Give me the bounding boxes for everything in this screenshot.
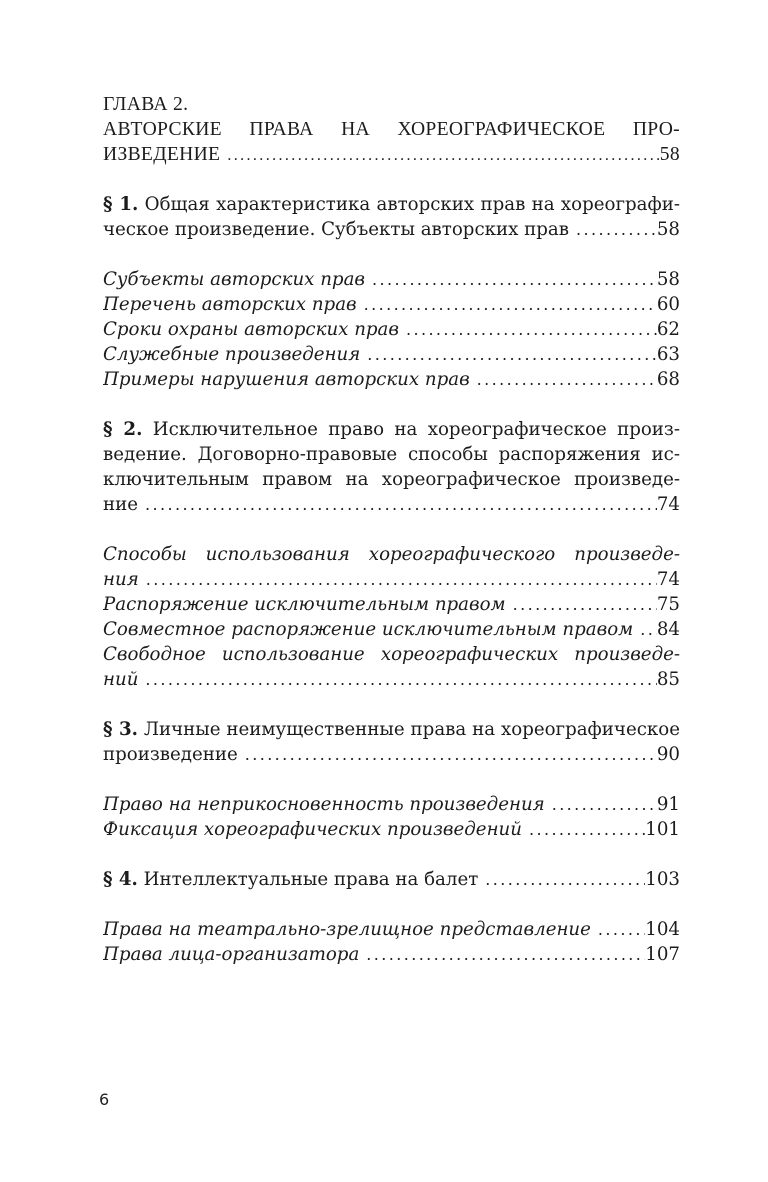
page-number: 62 <box>656 319 680 340</box>
table-of-contents <box>103 92 680 967</box>
chapter-title-line: АВТОРСКИЕ ПРАВА НА ХОРЕОГРАФИЧЕСКОЕ ПРО- <box>103 119 680 140</box>
section-3-heading: § 3. Личные неимущественные права на хореографическое <box>103 719 680 740</box>
page-number: 74 <box>656 494 680 515</box>
dot-leader <box>545 792 657 817</box>
toc-item-line: Свободное использование хореографических произведе- <box>103 644 680 665</box>
section-1-heading: § 1. Общая характеристика авторских прав на хореографи- <box>103 194 680 215</box>
toc-item[interactable]: ний ..... 85 <box>103 667 680 692</box>
dot-leader <box>522 817 645 842</box>
toc-item[interactable]: Перечень авторских прав ..... 60 <box>103 292 680 317</box>
page-number: 101 <box>645 819 680 840</box>
toc-item[interactable]: Сроки охраны авторских прав ..... 62 <box>103 317 680 342</box>
dot-leader <box>138 492 657 517</box>
dot-leader <box>591 917 645 942</box>
page-number: 58 <box>656 269 680 290</box>
section-mark: § 3. <box>103 719 138 740</box>
section-3-entry[interactable]: произведение ..... 90 <box>103 742 680 767</box>
section-1-entry[interactable]: ческое произведение. Субъекты авторских прав ..... 58 <box>103 217 680 242</box>
section-mark: § 4. <box>103 869 138 890</box>
page-number: 85 <box>656 669 680 690</box>
page-number: 91 <box>656 794 680 815</box>
dot-leader <box>139 567 657 592</box>
section-2-heading-line: ведение. Договорно-правовые способы распоряжения ис- <box>103 444 680 465</box>
page-number: 63 <box>656 344 680 365</box>
page-number: 58 <box>659 144 680 165</box>
page-number: 84 <box>656 619 680 640</box>
dot-leader <box>357 292 657 317</box>
section-2-heading-line: ключительным правом на хореографическое произведе- <box>103 469 680 490</box>
toc-item[interactable]: Право на неприкосновенность произведения ..... 91 <box>103 792 680 817</box>
toc-item[interactable]: Распоряжение исключительным правом ..... 75 <box>103 592 680 617</box>
toc-item[interactable]: Субъекты авторских прав ..... 58 <box>103 267 680 292</box>
page-number: 68 <box>656 369 680 390</box>
dot-leader <box>359 942 645 967</box>
page-number: 103 <box>645 869 680 890</box>
dot-leader <box>360 342 657 367</box>
toc-item-line: Способы использования хореографического произведе- <box>103 544 680 565</box>
page-number: 104 <box>645 919 680 940</box>
toc-item[interactable]: Совместное распоряжение исключительным правом ..... 84 <box>103 617 680 642</box>
dot-leader <box>633 617 657 642</box>
dot-leader <box>506 592 657 617</box>
dot-leader <box>569 217 657 242</box>
page-folio-number: 6 <box>99 1090 110 1109</box>
section-4-entry[interactable]: § 4. Интеллектуальные права на балет ..... 103 <box>103 867 680 892</box>
dot-leader <box>478 867 645 892</box>
dot-leader <box>399 317 657 342</box>
page-number: 60 <box>656 294 680 315</box>
toc-item[interactable]: ния ..... 74 <box>103 567 680 592</box>
section-2-entry[interactable]: ние ..... 74 <box>103 492 680 517</box>
chapter-title-entry[interactable]: ИЗВЕДЕНИЕ ..... 58 <box>103 142 680 167</box>
chapter-label: ГЛАВА 2. <box>103 94 189 115</box>
page-number: 107 <box>645 944 680 965</box>
dot-leader <box>470 367 657 392</box>
dot-leader <box>365 267 657 292</box>
toc-item[interactable]: Фиксация хореографических произведений ..... 101 <box>103 817 680 842</box>
page-number: 90 <box>656 744 680 765</box>
toc-item[interactable]: Примеры нарушения авторских прав ..... 68 <box>103 367 680 392</box>
dot-leader <box>138 667 656 692</box>
section-mark: § 2. <box>103 419 143 440</box>
section-2-heading: § 2. Исключительное право на хореографическое произ- <box>103 419 680 440</box>
dot-leader <box>220 143 659 167</box>
dot-leader <box>238 742 657 767</box>
toc-item[interactable]: Служебные произведения ..... 63 <box>103 342 680 367</box>
section-mark: § 1. <box>103 194 139 215</box>
toc-item[interactable]: Права на театрально-зрелищное представление ..... 104 <box>103 917 680 942</box>
page-number: 75 <box>656 594 680 615</box>
toc-item[interactable]: Права лица-организатора ..... 107 <box>103 942 680 967</box>
page-number: 74 <box>656 569 680 590</box>
page-number: 58 <box>656 219 680 240</box>
